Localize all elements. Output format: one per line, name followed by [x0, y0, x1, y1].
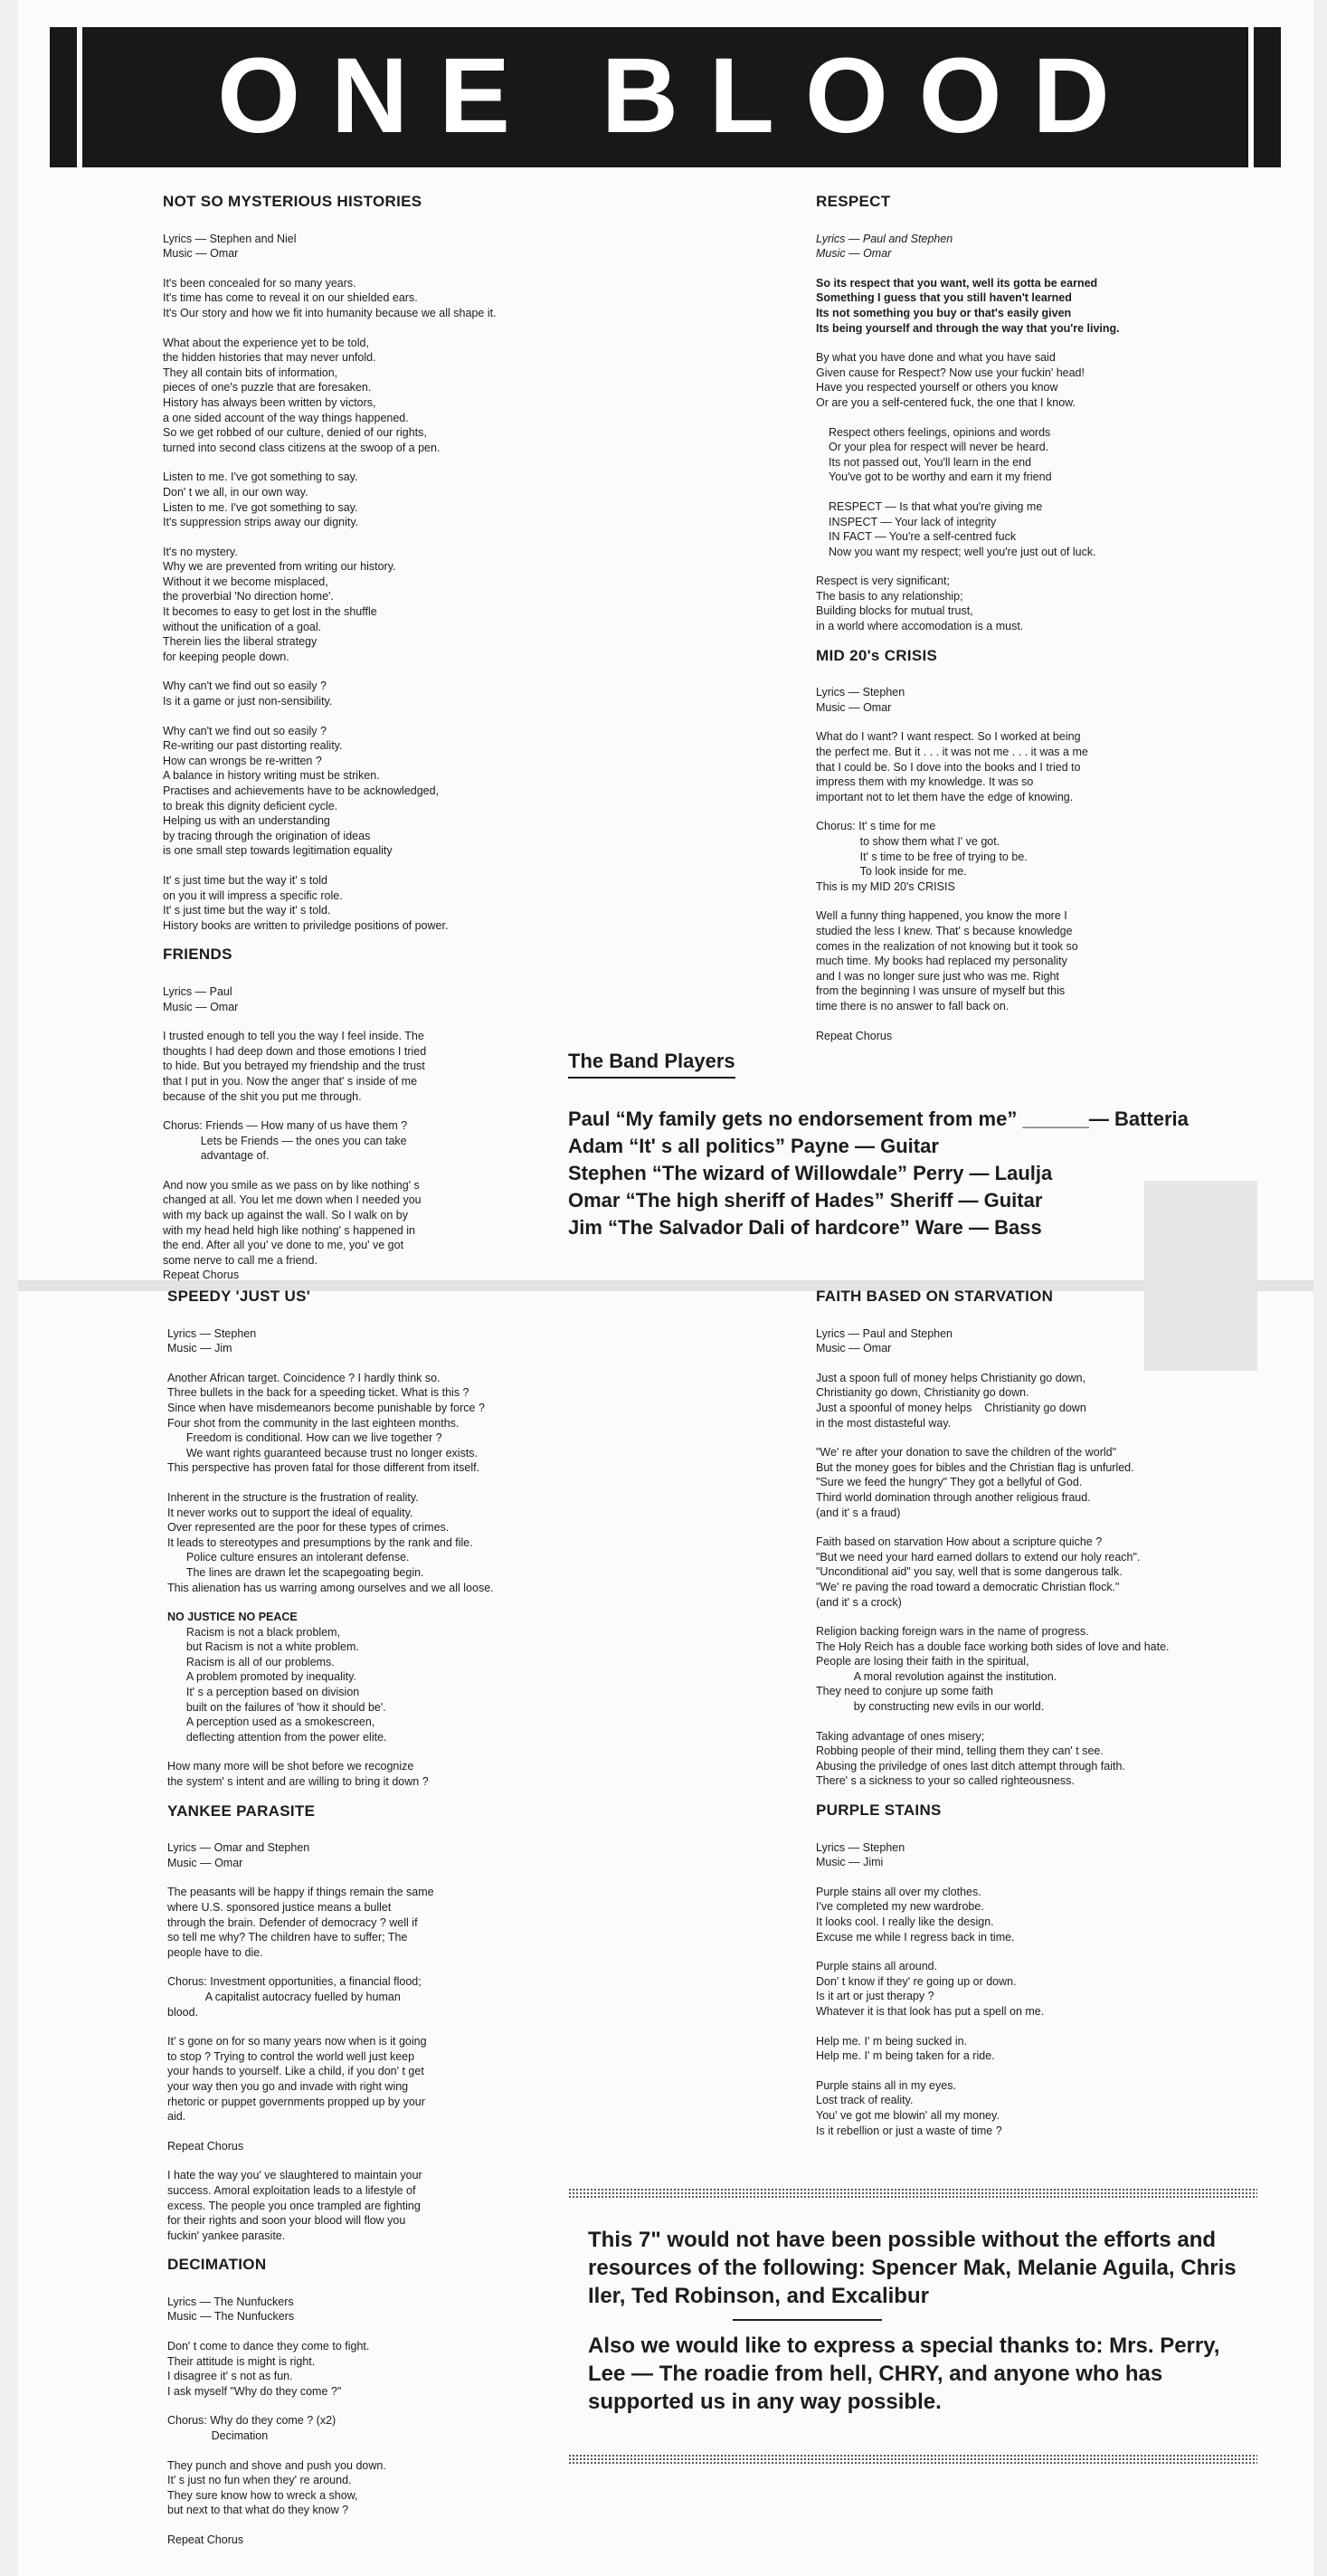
- stanza: Religion backing foreign wars in the name of progress. The Holy Reich has a double face working both sides of love and hate. People are losing their faith in the spiritual, A moral revolution against the institution. They need to conjure up some faith by constructing new evils in our world.: [816, 1625, 1170, 1714]
- song-speedy-just-us: [167, 1289, 556, 1790]
- song-credits: Lyrics — Paul and Stephen Music — Omar: [816, 232, 953, 261]
- stanza: Chorus: It' s time for me to show them what I' ve got. It' s time to be free of trying to be. To look inside for me. This is my MID 20's CRISIS: [816, 820, 1028, 893]
- stanza: They punch and shove and push you down. It' s just no fun when they' re around. They sure know how to wreck a show, but next to that what do they know ?: [167, 2458, 386, 2517]
- band-member: Paul “My family gets no endorsement from me” ______— Batteria: [568, 1107, 1189, 1130]
- stanza: Repeat Chorus: [167, 2139, 244, 2153]
- stanza: Chorus: Why do they come ? (x2) Decimation: [167, 2414, 336, 2443]
- stanza: Respect others feelings, opinions and words Or your plea for respect will never be heard. Its not passed out, You'll learn in the end You've got to be worthy and earn it my friend: [829, 425, 1052, 484]
- stanza: By what you have done and what you have said Given cause for Respect? Now use your fuckin' head! Have you respected yourself or others you know Or are you a self-centered fuck, the one that I know.: [816, 351, 1085, 409]
- band-member: Stephen “The wizard of Willowdale” Perry — Laulja: [568, 1162, 1053, 1184]
- song-title: NOT SO MYSTERIOUS HISTORIES: [163, 193, 422, 210]
- song-friends: [163, 947, 561, 1283]
- band-member: Adam “It' s all politics” Payne — Guitar: [568, 1135, 939, 1157]
- thanks-paragraph: Also we would like to express a special thanks to: Mrs. Perry, Lee — The roadie from hell, CHRY, and anyone who has supported us in any way possible.: [588, 2334, 1220, 2414]
- band-players-list: [568, 1106, 1189, 1241]
- stanza: Another African target. Coincidence ? I hardly think so. Three bullets in the back for a speeding ticket. What is this ? Since when have misdemeanors become punishable by force ? Four shot from the community in the last eighteen months. Freedom is conditional. How can we live together ? We want rights guaranteed because trust no longer exists. This perspective has proven fatal for those different from itself.: [167, 1371, 485, 1475]
- stanza: "We' re after your donation to save the children of the world" But the money goes for bibles and the Christian flag is unfurled. "Sure we feed the hungry" They got a bellyful of God. Third world domination through another religious fraud. (and it' s a fraud): [816, 1446, 1134, 1519]
- song-title: YANKEE PARASITE: [167, 1801, 316, 1820]
- song-decimation: [167, 2258, 556, 2547]
- stanza: Repeat Chorus: [167, 2533, 244, 2546]
- stanza: Why can't we find out so easily ? Is it a game or just non-sensibility.: [163, 680, 333, 708]
- song-credits: Lyrics — Paul and Stephen Music — Omar: [816, 1326, 953, 1355]
- stanza: Why can't we find out so easily ? Re-writing our past distorting reality. How can wrongs be re-written ? A balance in history writing must be striken. Practises and achievements have to be acknowledged, to break this dignity deficient cycle. Helping us with an understanding by tracing through the origination of ideas is one small step towards legitimation equality: [163, 724, 440, 858]
- song-credits: Lyrics — Stephen Music — Omar: [816, 686, 905, 714]
- song-title: RESPECT: [816, 193, 891, 210]
- stanza: I trusted enough to tell you the way I feel inside. The thoughts I had deep down and those emotions I tried to hide. But you betrayed my friendship and the trust that I put in you. Now the anger that' s inside of me because of the shit you put me through.: [163, 1030, 427, 1103]
- song-title: DECIMATION: [167, 2256, 267, 2274]
- song-not-so-mysterious-histories: [163, 195, 561, 933]
- dotted-rule-bottom: [568, 2454, 1257, 2465]
- song-credits: Lyrics — The Nunfuckers Music — The Nunfuckers: [167, 2295, 295, 2324]
- band-member: Omar “The high sheriff of Hades” Sheriff — Guitar: [568, 1189, 1043, 1212]
- stanza: Don' t come to dance they come to fight. Their attitude is might is right. I disagree it' s not as fun. I ask myself "Why do they come ?": [167, 2340, 370, 2398]
- album-title: ONE BLOOD: [217, 36, 1141, 156]
- stanza: Inherent in the structure is the frustration of reality. It never works out to support the ideal of equality. Over represented are the poor for these types of crimes. It leads to stereotypes and presumptions by the rank and file. Police culture ensures an intolerant defense. The lines are drawn let the scapegoating begin. This alienation has us warring among ourselves and we all loose.: [167, 1490, 494, 1594]
- stanza: It' s just time but the way it' s told on you it will impress a specific role. It' s just time but the way it' s told. History books are written to priviledge positions of power.: [163, 873, 449, 932]
- band-players-heading: The Band Players: [568, 1050, 735, 1079]
- stanza: What about the experience yet to be told, the hidden histories that may never unfold. They all contain bits of information, pieces of one's puzzle that are foresaken. History has always been written by victors, a one sided account of the way things happened. So we get robbed of our culture, denied of our rights, turned into second class citizens at the swoop of a pen.: [163, 336, 441, 454]
- thanks-section: [588, 2226, 1257, 2416]
- stanza: Purple stains all in my eyes. Lost track of reality. You' ve got me blowin' all my money. Is it rebellion or just a waste of time ?: [816, 2078, 1002, 2137]
- stanza: Respect is very significant; The basis to any relationship; Building blocks for mutual trust, in a world where accomodation is a must.: [816, 575, 1024, 633]
- stanza: Faith based on starvation How about a scripture quiche ? "But we need your hard earned dollars to extend our holy reach". "Unconditional aid" you say, well that is some dangerous talk. "We' re paving the road toward a democratic Christian flock." (and it' s a crock): [816, 1535, 1141, 1609]
- song-title: PURPLE STAINS: [816, 1801, 942, 1820]
- column-top-right: [816, 195, 1196, 1058]
- dotted-rule-top: [568, 2188, 1257, 2199]
- stanza: Chorus: Friends — How many of us have them ? Lets be Friends — the ones you can take advantage of.: [163, 1119, 408, 1163]
- song-title: MID 20's CRISIS: [816, 646, 938, 664]
- stanza: RESPECT — Is that what you're giving me INSPECT — Your lack of integrity IN FACT — You're a self-centred fuck Now you want my respect; well you're just out of luck.: [829, 499, 1096, 558]
- song-purple-stains: [816, 1803, 1214, 2138]
- song-yankee-parasite: [167, 1801, 556, 2244]
- song-credits: Lyrics — Stephen and Niel Music — Omar: [163, 232, 297, 261]
- song-credits: Lyrics — Stephen Music — Jimi: [816, 1840, 905, 1869]
- stanza: Listen to me. I've got something to say. Don' t we all, in our own way. Listen to me. I've got something to say. It's suppression strips away our dignity.: [163, 471, 359, 529]
- column-bottom-right: [816, 1289, 1214, 2153]
- column-bottom-left: [167, 1289, 556, 2562]
- song-faith-based-on-starvation: [816, 1289, 1214, 1789]
- stanza: The peasants will be happy if things remain the same where U.S. sponsored justice means a bullet through the brain. Defender of democracy ? well if so tell me why? The children have to suffer; The people have to die.: [167, 1886, 434, 1959]
- thanks-paragraph: This 7" would not have been possible without the efforts and resources of the following: Spencer Mak, Melanie Aguila, Chris Iler, Ted Robinson, and Excalibur: [588, 2228, 1237, 2308]
- stanza: Help me. I' m being sucked in. Help me. I' m being taken for a ride.: [816, 2034, 995, 2063]
- stanza: It' s gone on for so many years now when is it going to stop ? Trying to control the world well just keep your hands to yourself. Like a child, if you don' t get your way then you go and invade with right wing rhetoric or puppet governments propped up by your aid.: [167, 2035, 427, 2124]
- song-title: FRIENDS: [163, 946, 232, 964]
- column-top-left: [163, 195, 561, 1298]
- song-credits: Lyrics — Stephen Music — Jim: [167, 1326, 257, 1355]
- stanza: And now you smile as we pass on by like nothing' s changed at all. You let me down when I needed you with my back up against the wall. So I walk on by with my head held high like nothing' s happened in the end. After all you' ve done to me, you' ve got some nerve to call me a friend. Repeat Chorus: [163, 1178, 422, 1282]
- stanza: So its respect that you want, well its gotta be earned Something I guess that you still haven't learned Its not something you buy or that's easily given Its being yourself and through the way that you're living.: [816, 276, 1120, 335]
- song-title: SPEEDY 'JUST US': [167, 1288, 311, 1305]
- stanza: Just a spoon full of money helps Christianity go down, Christianity go down, Christianity go down. Just a spoonful of money helps Christianity go down in the most distasteful way.: [816, 1371, 1086, 1430]
- stanza: Taking advantage of ones misery; Robbing people of their mind, telling them they can' t see. Abusing the priviledge of ones last ditch attempt through faith. There' s a sickness to your so called righteousness.: [816, 1729, 1125, 1788]
- song-subhead: NO JUSTICE NO PEACE: [167, 1611, 298, 1624]
- stanza: It's been concealed for so many years. It's time has come to reveal it on our shielded ears. It's Our story and how we fit into humanity because we all shape it.: [163, 276, 497, 319]
- band-member: Jim “The Salvador Dali of hardcore” Ware — Bass: [568, 1216, 1042, 1239]
- stanza: I hate the way you' ve slaughtered to maintain your success. Amoral exploitation leads to a lifestyle of excess. The people you once trampled are fighting for their rights and soon your blood will flow you fuckin' yankee parasite.: [167, 2169, 422, 2242]
- header-banner: [50, 27, 1281, 167]
- song-credits: Lyrics — Omar and Stephen Music — Omar: [167, 1841, 310, 1869]
- stanza: Repeat Chorus: [816, 1029, 893, 1042]
- stanza: Purple stains all over my clothes. I've completed my new wardrobe. It looks cool. I really like the design. Excuse me while I regress back in time.: [816, 1885, 1015, 1944]
- song-respect: [816, 195, 1196, 634]
- stanza: What do I want? I want respect. So I worked at being the perfect me. But it . . . it was not me . . . it was a me that I could be. So I dove into the books and I tried to impress them with my knowledge. It was so important not to let them have the edge of knowing.: [816, 730, 1088, 803]
- stanza: It's no mystery. Why we are prevented from writing our history. Without it we become misplaced, the proverbial 'No direction home'. It becomes to easy to get lost in the shuffle without the unification of a goal. Therein lies the liberal strategy for keeping people down.: [163, 545, 396, 663]
- song-credits: Lyrics — Paul Music — Omar: [163, 984, 239, 1013]
- divider: [733, 2319, 882, 2321]
- stanza: How many more will be shot before we recognize the system' s intent and are willing to bring it down ?: [167, 1760, 429, 1789]
- stanza: Well a funny thing happened, you know the more I studied the less I knew. That' s because knowledge comes in the realization of not knowing but it took so much time. My books had replaced my personality and I was no longer sure just who was me. Right from the beginning I was unsure of myself but this time there is no answer to fall back on.: [816, 909, 1078, 1012]
- song-title: FAITH BASED ON STARVATION: [816, 1288, 1054, 1305]
- stanza: Chorus: Investment opportunities, a financial flood; A capitalist autocracy fuelled by human blood.: [167, 1975, 422, 2019]
- stanza: Purple stains all around. Don' t know if they' re going up or down. Is it art or just therapy ? Whatever it is that look has put a spell on me.: [816, 1960, 1045, 2018]
- stanza: Racism is not a black problem, but Racism is not a white problem. Racism is all of our problems. A problem promoted by inequality. It' s a perception based on division built on the failures of 'how it should be'. A perception used as a smokescreen, deflecting attention from the power elite.: [185, 1625, 387, 1744]
- song-mid-20s-crisis: [816, 646, 1196, 1043]
